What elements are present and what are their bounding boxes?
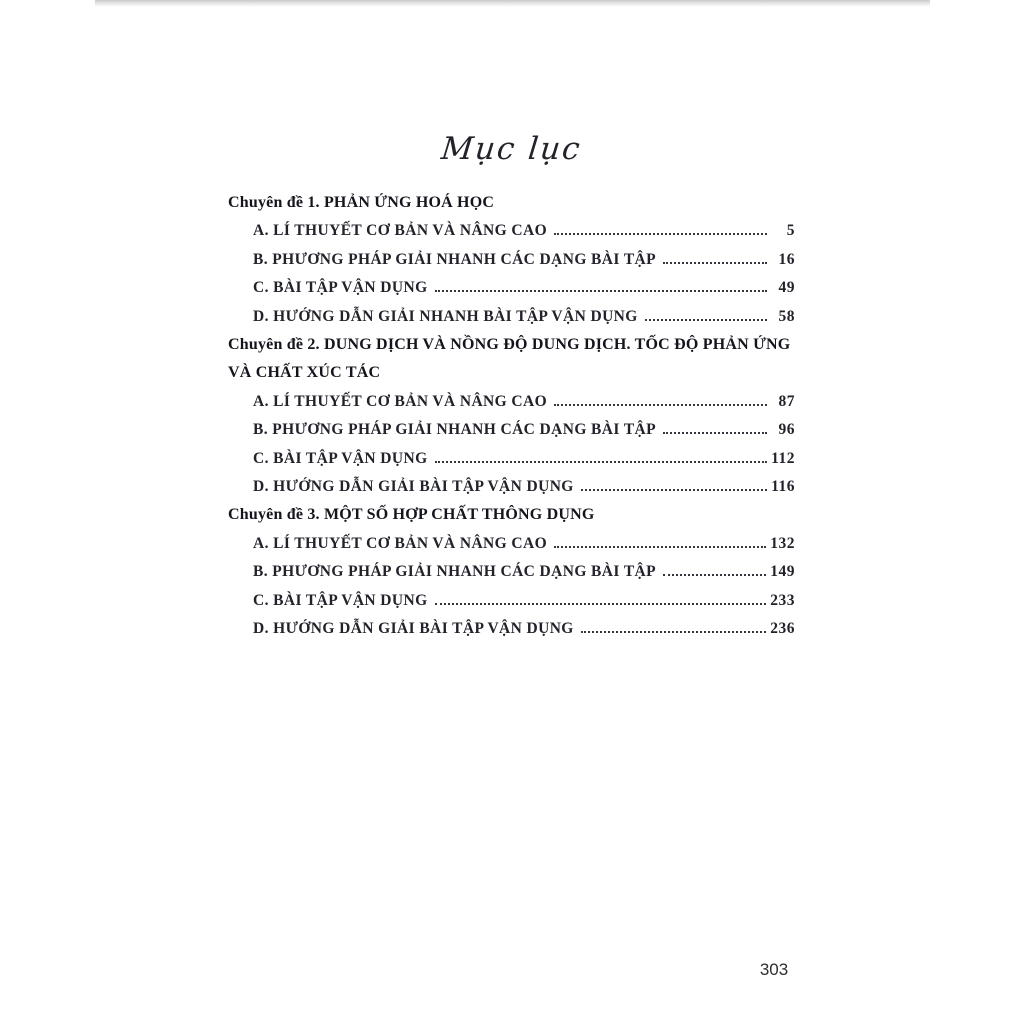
section-heading: Chuyên đề 2. DUNG DỊCH VÀ NỒNG ĐỘ DUNG DỊCH. TỐC ĐỘ PHẢN ỨNG VÀ CHẤT XÚC TÁC [228, 336, 791, 382]
dot-leader [663, 574, 766, 576]
dot-leader [581, 489, 767, 491]
section-heading: Chuyên đề 1. PHẢN ỨNG HOÁ HỌC [228, 194, 495, 211]
table-of-contents [228, 189, 795, 644]
entry-label: B. PHƯƠNG PHÁP GIẢI NHANH CÁC DẠNG BÀI TẬP [253, 563, 657, 581]
dot-leader [554, 546, 766, 548]
toc-entry [228, 274, 795, 302]
dot-leader [554, 233, 767, 235]
entry-page-number: 132 [770, 534, 795, 552]
entry-label: A. LÍ THUYẾT CƠ BẢN VÀ NÂNG CAO [253, 222, 548, 240]
page-title: Mục lục [439, 131, 584, 167]
toc-section-2 [228, 331, 795, 501]
entry-page-number: 96 [778, 421, 795, 439]
toc-entry [228, 530, 795, 558]
entry-page-number: 58 [778, 307, 795, 325]
entry-label: D. HƯỚNG DẪN GIẢI BÀI TẬP VẬN DỤNG [253, 620, 574, 638]
entry-page-number: 116 [771, 478, 795, 496]
entry-label: B. PHƯƠNG PHÁP GIẢI NHANH CÁC DẠNG BÀI TẬP [253, 421, 657, 439]
dot-leader [645, 319, 767, 321]
entry-label: D. HƯỚNG DẪN GIẢI NHANH BÀI TẬP VẬN DỤNG [253, 307, 638, 325]
toc-entry [228, 445, 795, 473]
dot-leader [554, 404, 767, 406]
entry-page-number: 236 [770, 620, 795, 638]
entry-label: C. BÀI TẬP VẬN DỤNG [253, 279, 428, 297]
toc-entry [228, 217, 795, 245]
entry-page-number: 149 [770, 563, 795, 581]
dot-leader [663, 262, 767, 264]
toc-entry [228, 473, 795, 501]
toc-entry [228, 388, 795, 416]
toc-entry [228, 558, 795, 586]
entry-page-number: 87 [778, 392, 795, 410]
dot-leader [435, 603, 767, 605]
entry-label: C. BÀI TẬP VẬN DỤNG [253, 449, 428, 467]
entry-label: A. LÍ THUYẾT CƠ BẢN VÀ NÂNG CAO [253, 534, 548, 552]
section-heading: Chuyên đề 3. MỘT SỐ HỢP CHẤT THÔNG DỤNG [228, 506, 595, 524]
entry-page-number: 233 [770, 591, 795, 609]
entry-label: C. BÀI TẬP VẬN DỤNG [253, 591, 428, 609]
dot-leader [435, 290, 767, 292]
entry-label: D. HƯỚNG DẪN GIẢI BÀI TẬP VẬN DỤNG [253, 478, 574, 496]
dot-leader [663, 432, 767, 434]
toc-entry [228, 303, 795, 331]
entry-label: B. PHƯƠNG PHÁP GIẢI NHANH CÁC DẠNG BÀI TẬP [253, 250, 657, 268]
toc-section-1 [228, 189, 795, 331]
dot-leader [581, 631, 766, 633]
dot-leader [435, 461, 767, 463]
page-top-shadow [95, 0, 930, 7]
entry-label: A. LÍ THUYẾT CƠ BẢN VÀ NÂNG CAO [253, 392, 548, 410]
footer-page-number: 303 [759, 960, 789, 979]
entry-page-number: 16 [778, 250, 795, 268]
toc-entry [228, 587, 795, 615]
entry-page-number: 112 [771, 449, 795, 467]
toc-entry [228, 615, 795, 643]
entry-page-number: 5 [786, 222, 795, 240]
toc-entry [228, 246, 795, 274]
toc-section-3 [228, 501, 795, 643]
toc-entry [228, 416, 795, 444]
entry-page-number: 49 [778, 279, 795, 297]
